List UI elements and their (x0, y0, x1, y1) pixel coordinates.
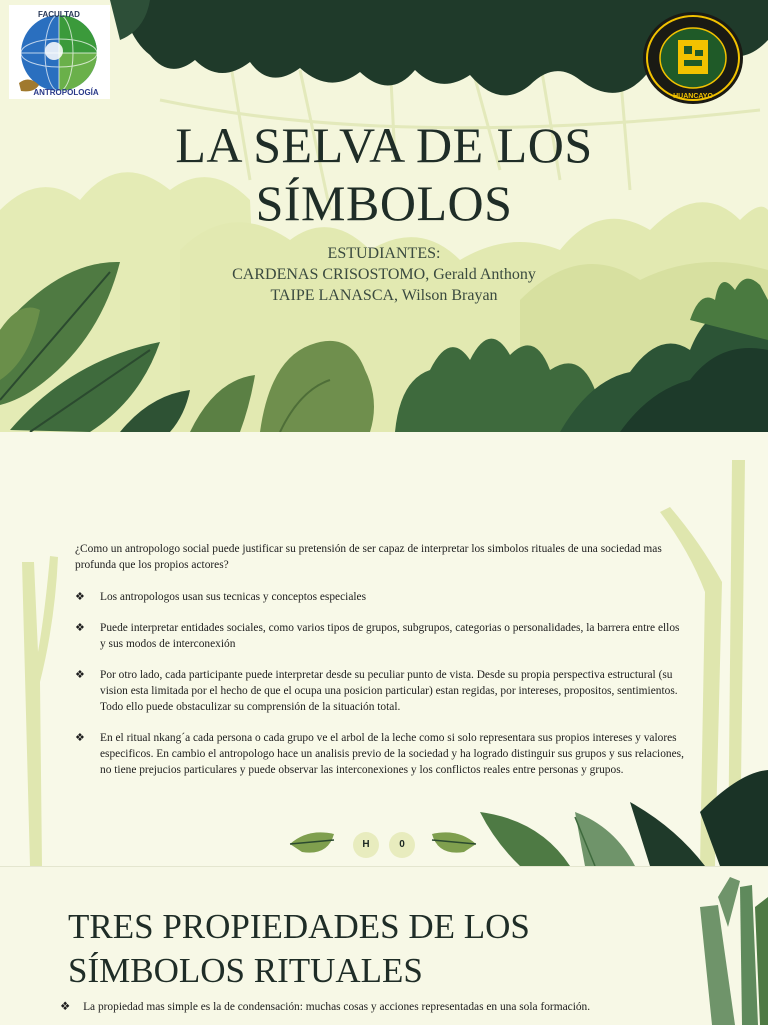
bullet-text: Por otro lado, cada participante puede interpretar desde su peculiar punto de vista. Desde su propia perspectiva estructural (su vision esta limitada por el hecho de que el ocupa una posicion particular) estan regidas, por intereses, propositos, sentimientos. Todo ello puede obstaculizar su comprensión de la situación total. (100, 669, 678, 713)
bullet-item (60, 999, 590, 1013)
svg-text:HUANCAYO: HUANCAYO (673, 93, 713, 100)
university-seal-icon (640, 10, 746, 106)
title-slide (0, 0, 768, 432)
student-name-2: TAIPE LANASCA, Wilson Brayan (270, 287, 498, 304)
svg-text:ANTROPOLOGÍA: ANTROPOLOGÍA (33, 88, 99, 97)
bullet-item (75, 730, 685, 778)
slide3-title (68, 905, 530, 993)
question-text: ¿Como un antropologo social puede justificar su pretensión de ser capaz de interpretar los simbolos rituales de una sociedad mas profunda que los propios actores? (75, 543, 662, 571)
leaf-left-icon (288, 828, 338, 858)
bullet-text: Los antropologos usan sus tecnicas y conceptos especiales (100, 591, 367, 603)
students-block (0, 243, 768, 306)
bullet-item (75, 667, 685, 715)
bullet-text: Puede interpretar entidades sociales, como varios tipos de grupos, subgrupos, categorias o personalidades, la barrera entre ellos y sus modos de interconexión (100, 622, 680, 650)
diamond-bullet-icon: ❖ (75, 732, 85, 744)
nav-h-button[interactable]: H (353, 832, 379, 858)
bullet-text: En el ritual nkang´a cada persona o cada grupo ve el arbol de la leche como si solo representara sus propios intereses y valores especificos. En cambio el antropologo hace un analisis previo de la sociedad y ha logrado distinguir sus grupos y sus relaciones, no tiene prejucios particulares y puede observar las interconexiones y los conflictos reales entre personas y grupos. (100, 732, 684, 776)
diamond-bullet-icon: ❖ (75, 622, 85, 634)
bullet-text: La propiedad mas simple es la de condensación: muchas cosas y acciones representadas en una sola formación. (83, 1001, 591, 1013)
faculty-logo-icon (9, 5, 110, 99)
nav-o-button[interactable]: 0 (389, 832, 415, 858)
student-name-1: CARDENAS CRISOSTOMO, Gerald Anthony (232, 266, 536, 283)
diamond-bullet-icon: ❖ (75, 669, 85, 681)
title-line-1: LA SELVA DE LOS (175, 117, 593, 173)
slide2-content (75, 541, 685, 793)
students-label: ESTUDIANTES: (327, 245, 441, 262)
title-line-2: SÍMBOLOS (255, 175, 513, 231)
title-line-2: SÍMBOLOS RITUALES (68, 951, 423, 990)
bullet-item (75, 620, 685, 652)
svg-text:FACULTAD: FACULTAD (38, 10, 80, 19)
bullet-item (75, 589, 685, 605)
diamond-bullet-icon: ❖ (75, 591, 85, 603)
title-line-1: TRES PROPIEDADES DE LOS (68, 907, 530, 946)
leaf-right-icon (428, 828, 478, 858)
slide-title (0, 116, 768, 232)
diamond-bullet-icon: ❖ (60, 1001, 71, 1013)
